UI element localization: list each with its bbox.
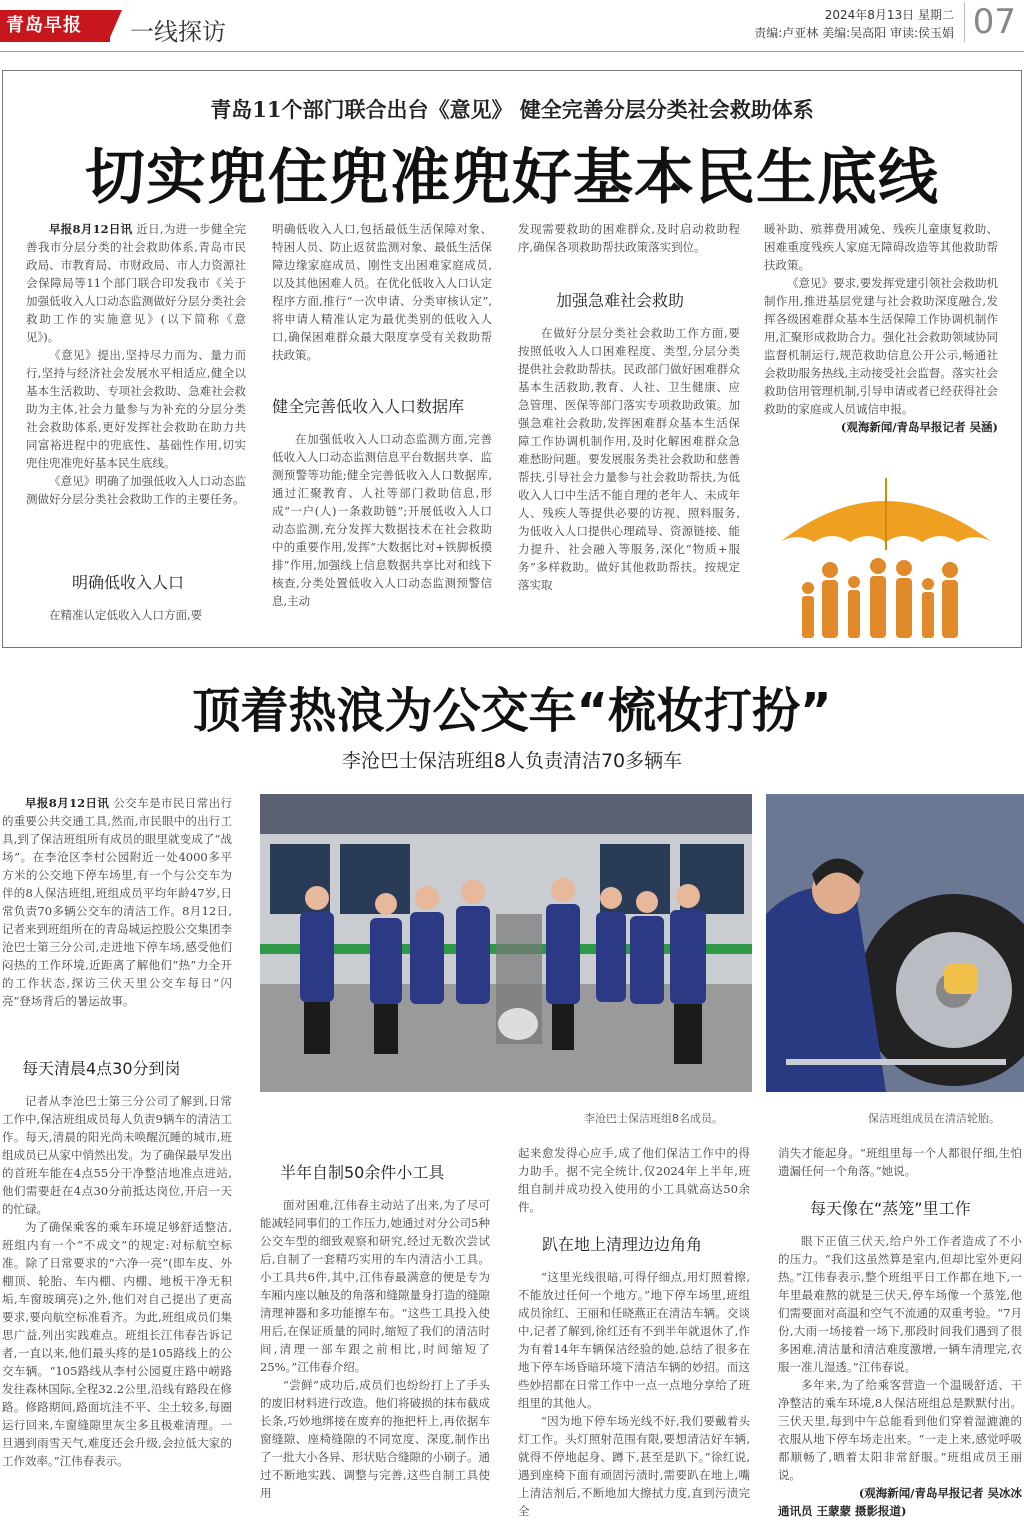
group-photo-art [260,794,752,1092]
story1-column-3 [518,220,740,272]
story2-column-3-tail [518,1268,750,1528]
story2-subhead-4: 每天像在“蒸笼”里工作 [810,1199,971,1218]
story2-subhead-1: 每天清晨4点30分到岗 [22,1059,181,1078]
tire-photo-art [766,794,1024,1092]
paragraph: “因为地下停车场光线不好,我们要戴着头灯工作。头灯照射范围有限,要想清洁好车辆,就得不停地起身、蹲下,甚至是趴下。”徐红说,遇到座椅下面有顽固污渍时,需要趴在地上,嘴上清洁剂后,不断地加大擦拭力度,直到污渍完全 [518,1414,750,1518]
story2-column-4-tail [778,1232,1022,1528]
logo-slant [108,10,122,42]
story2-headline: 顶着热浪为公交车“梳妆打扮” [192,683,832,739]
paragraph: 公交车是市民日常出行的重要公共交通工具,然而,市民眼中的出行工具,到了保洁班组所有成员的眼里就变成了“战场”。在李沧区李村公园附近一处4000多平方米的公交地下停车场里,有一个与公交车为伴的8人保洁班组,班组成员平均年龄47岁,日常负责70多辆公交车的清洁工作。8月12日,记者来到班组所在的青岛城运控股公交集团李沧巴士第三分公司,走进地下停车场,感受他们闷热的工作环境,近距离了解他们“热”力全开的工作状态,探访三伏天里公交车每日“闪亮”登场背后的暑运故事。 [2,796,232,1008]
umbrella-illustration [770,470,1000,642]
story1-subhead-3: 加强急难社会救助 [556,291,685,310]
story2-column-1 [2,1092,232,1528]
story2-intro [2,794,232,1030]
story1-column-3-tail [518,324,740,626]
paragraph: 《意见》要求,要发挥党建引领社会救助机制作用,推进基层党建与社会救助深度融合,发挥各级困难群众基本生活保障工作协调机制作用,汇聚形成救助合力。强化社会救助领域协同监督机制运行,规范救助信息公开公示,畅通社会救助服务热线,主动接受社会监督。落实社会救助信用管理机制,引导申请或者已经获得社会救助的家庭或人员诚信申报。 [764,276,998,416]
section-title: 一线探访 [130,18,226,46]
issue-date: 2024年8月13日 星期二 [824,8,954,22]
tire-photo [766,794,1024,1092]
paragraph: 在加强低收入人口动态监测方面,完善低收入人口动态监测信息平台数据共享、监测预警等功能;健全完善低收入人口数据库,通过汇聚教育、人社等部门救助信息,形成“一户(人)一条救助链”;开展低收入人口动态监测,充分发挥大数据技术在社会救助中的重要作用,发挥“大数据比对+铁脚板摸排”作用,加强线上信息数据共享比对和线下核查,分类处置低收入人口动态监测预警信息,主动 [272,432,492,608]
story2-column-3 [518,1144,750,1218]
family-figures [802,558,958,638]
group-photo [260,794,752,1092]
paragraph: 起来愈发得心应手,成了他们保洁工作中的得力助手。据不完全统计,仅2024年上半年,班组自制并成功投入使用的小工具就高达50余件。 [518,1146,750,1214]
masthead [0,0,1024,52]
paragraph: 近日,为进一步健全完善我市分层分类的社会救助体系,青岛市民政局、市教育局、市财政局、市人力资源社会保障局等11个部门联合印发我市《关于加强低收入人口动态监测做好分层分类社会救助工作的实施意见》(以下简称《意见》)。 [26,222,246,344]
editor-credits: 责编:卢亚林 美编:吴高阳 审读:侯玉娟 [754,26,954,40]
paragraph: 多年来,为了给乘客营造一个温暖舒适、干净整洁的乘车环境,8人保洁班组总是默默付出。三伏天里,每到中午总能看到他们穿着湿漉漉的衣服从地下停车场走出来。“一走上来,感觉呼吸都顺畅了,晒着太阳非常舒服。”班组成员王丽说。 [778,1378,1022,1482]
dateline: 早报8月12日讯 [25,796,110,810]
paragraph: 《意见》明确了加强低收入人口动态监测做好分层分类社会救助工作的主要任务。 [26,474,246,506]
paragraph: 在做好分层分类社会救助工作方面,要按照低收入人口困难程度、类型,分层分类提供社会救助帮扶。民政部门做好困难群众基本生活救助,教育、人社、卫生健康、应急管理、医保等部门落实专项救助政策。加强急难社会救助,发挥困难群众基本生活保障工作协调机制作用,及时化解困难群众急难愁盼问题。要发展服务类社会救助和慈善帮扶,引导社会力量参与社会救助帮扶,为低收入人口中生活不能自理的老年人、未成年人、残疾人等提供必要的访视、照料服务,为低收入人口提供心理疏导、资源链接、能力提升、社会融入等服务,深化“物质+服务”多样救助。做好其他救助帮扶。按规定落实取 [518,326,740,592]
story1-kicker: 青岛11个部门联合出台《意见》 健全完善分层分类社会救助体系 [210,97,814,122]
paragraph: 暖补助、殡葬费用减免、残疾儿童康复救助、困难重度残疾人家庭无障碍改造等其他救助帮扶政策。 [764,222,998,272]
story1-column-1 [26,220,246,572]
paragraph: 明确低收入人口,包括最低生活保障对象、特困人员、防止返贫监测对象、最低生活保障边缘家庭成员、刚性支出困难家庭成员,以及其他困难人员。在优化低收入人口认定程序方面,推行“一次申请、分类审核认定”,将申请人精准认定为最优类别的低收入人口,确保困难群众最大限度享受有关救助帮扶政策。 [272,222,492,362]
story1-column-2 [272,220,492,380]
paragraph: 消失才能起身。“班组里每一个人都很仔细,生怕遗漏任何一个角落。”她说。 [778,1146,1022,1178]
story1-column-4 [764,220,998,468]
paragraph: “这里光线很暗,可得仔细点,用灯照着擦,不能放过任何一个地方。”地下停车场里,班组成员徐红、王丽和任晓燕正在清洁车辆。交谈中,记者了解到,徐红还有不到半年就退休了,作为有着14年车辆保洁经验的她,总结了很多在地下停车场昏暗环境下清洁车辆的妙招。而这些妙招都在日常工作中一点一点地分享给了班组里的其他人。 [518,1270,750,1410]
story2-subhead-3: 趴在地上清理边边角角 [542,1235,703,1254]
paragraph: “尝鲜”成功后,成员们也纷纷打上了手头的废旧材料进行改造。他们将破损的抹布截成长条,巧妙地绑接在废弃的拖把杆上,再依据车窗缝隙、座椅缝隙的不同宽度、深度,制作出了一批大小各异、形状贴合缝隙的小刷子。通过不断地实践、调整与完善,这些自制工具使用 [260,1378,490,1500]
tire-photo-caption: 保洁班组成员在清洁轮胎。 [868,1112,1000,1125]
page-number: 07 [964,2,1016,42]
paragraph: 记者从李沧巴士第三分公司了解到,日常工作中,保洁班组成员每人负责9辆车的清洁工作。每天,清晨的阳光尚未唤醒沉睡的城市,班组成员已从家中悄然出发。为了确保最早发出的首班车能在4点55分干净整洁地准点进站,他们需要赶在4点30分前抵达岗位,开启一天的忙碌。 [2,1094,232,1216]
dateline: 早报8月12日讯 [49,222,133,236]
story2-byline: (观海新闻/青岛早报记者 吴冰冰 [858,1486,1022,1500]
paragraph: 为了确保乘客的乘车环境足够舒适整洁,班组内有一个“不成文”的规定:对标航空标准。除了日常要求的“六净一亮”(即车皮、外棚顶、轮胎、车内棚、内棚、地板干净无积垢,车窗玻璃亮)之外,他们对自己提出了更高要求,要向航空标准看齐。为此,班组成员们集思广益,列出实践难点。班组长江伟春告诉记者,一直以来,他们最头疼的是105路线上的公交车辆。“105路线从李村公园夏庄路中崂路发往森林国际,全程32.2公里,沿线有路段在修路。修路期间,路面坑洼不平、尘土较多,每圈运行回来,车窗缝隙里灰尘多且极难清理。一旦遇到雨雪天气,难度还会升级,会拉低大家的工作效率。”江伟春表示。 [2,1220,232,1468]
story1-column-1-tail [26,606,246,626]
story1-subhead-2: 健全完善低收入人口数据库 [272,397,465,416]
paragraph: 发现需要救助的困难群众,及时启动救助程序,确保各项救助帮扶政策落实到位。 [518,222,740,254]
story1-byline: (观海新闻/青岛早报记者 吴涵) [840,420,998,434]
story2-photo-credit: 通讯员 王蒙蒙 摄影报道) [778,1504,907,1518]
paragraph: 在精准认定低收入人口方面,要 [49,608,203,622]
paragraph: 《意见》提出,坚持尽力而为、量力而行,坚持与经济社会发展水平相适应,健全以基本生活救助、专项社会救助、急难社会救助为主体,社会力量参与为补充的分层分类社会救助体系,更好发挥社会救助在助力共同富裕进程中的兜底性、基础性作用,切实兜住兜准兜好基本民生底线。 [26,348,246,470]
newspaper-logo: 青岛早报 [0,10,110,42]
story1-column-2-tail [272,430,492,626]
story2-column-4 [778,1144,1022,1182]
group-photo-caption: 李沧巴士保洁班组8名成员。 [584,1112,723,1125]
paragraph: 眼下正值三伏天,给户外工作者造成了不小的压力。“我们这虽然算是室内,但却比室外更闷热。”江伟春表示,整个班组平日工作都在地下,一年里最难熬的就是三伏天,停车场像一个蒸笼,他们需要面对高温和空气不流通的双重考验。“7月份,大雨一场接着一场下,那段时间我们遇到了很多困难,清洁量和清洁难度激增,一辆车清理完,衣服一准儿湿透。”江伟春说。 [778,1234,1022,1374]
paragraph: 面对困难,江伟春主动站了出来,为了尽可能减轻同事们的工作压力,她通过对分公司5种公交车型的细致观察和研究,经过无数次尝试后,自制了一套精巧实用的车内清洁小工具。小工具共6件,其中,江伟春最满意的便是专为车厢内座以触及的角落和缝隙量身打造的缝隙清理神器和多功能擦车布。“这些工具投入使用后,在保证质量的同时,缩短了我们的清洁时间,清理一部车跟之前相比,时间缩短了25%。”江伟春介绍。 [260,1198,490,1374]
story2-column-2 [260,1196,490,1528]
story2-subhead-2: 半年自制50余件小工具 [280,1163,445,1182]
story1-headline: 切实兜住兜准兜好基本民生底线 [85,143,939,213]
story2-deck: 李沧巴士保洁班组8人负责清洁70多辆车 [341,750,683,772]
story1-subhead-1: 明确低收入人口 [72,573,185,592]
